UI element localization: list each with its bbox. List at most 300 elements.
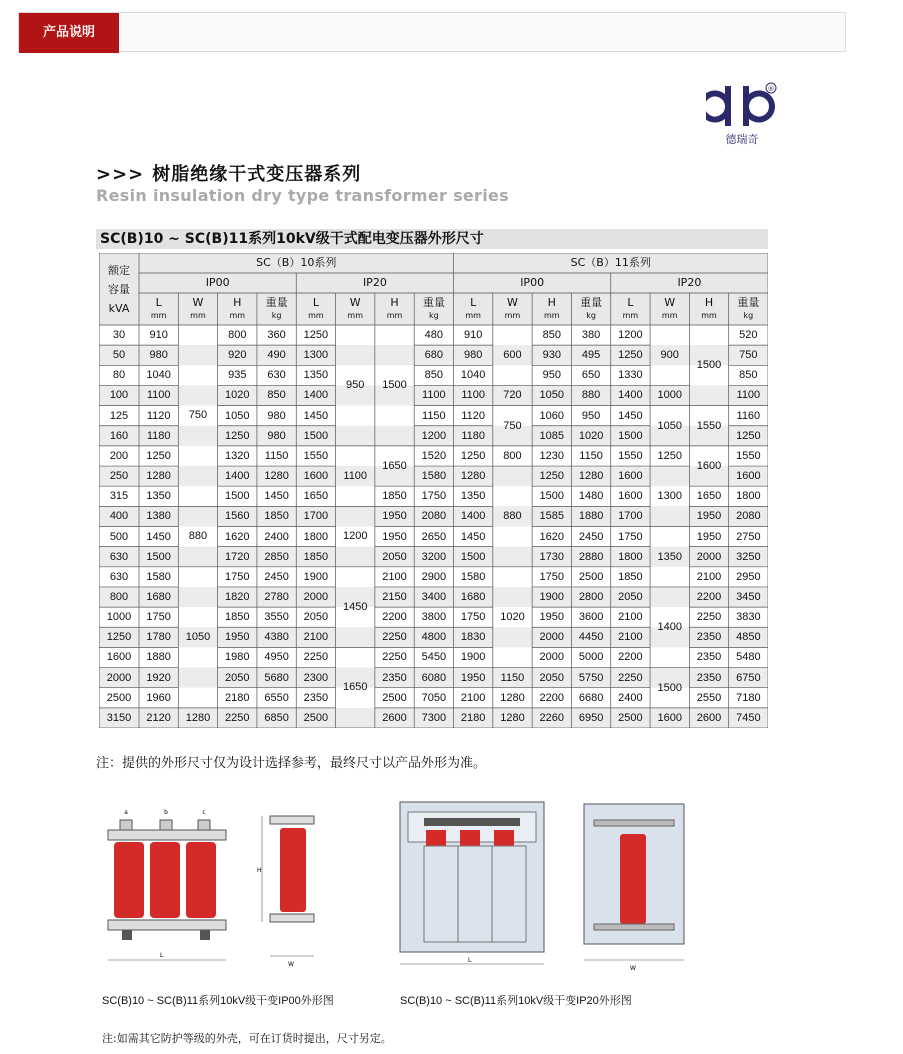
table-cell: 2000 bbox=[303, 590, 329, 603]
table-cell: 6850 bbox=[264, 711, 289, 724]
table-cell: 7450 bbox=[736, 711, 761, 724]
table-cell: 950 bbox=[581, 409, 601, 422]
table-note: 注：提供的外形尺寸仅为设计选择参考，最终尺寸以产品外形为准。 bbox=[96, 756, 487, 771]
table-cell: 1680 bbox=[146, 590, 171, 603]
table-cell: 1550 bbox=[696, 419, 722, 432]
footer-note: 注:如需其它防护等级的外壳，可在订货时提出，尺寸另定。 bbox=[102, 1032, 392, 1045]
table-cell: 2500 bbox=[303, 711, 329, 724]
table-cell: 1850 bbox=[264, 510, 289, 523]
table-cell: 2500 bbox=[382, 691, 407, 704]
table-cell: 1450 bbox=[146, 530, 171, 543]
logo-text: 德瑞奇 bbox=[725, 133, 759, 146]
table-cell: 1480 bbox=[578, 490, 604, 503]
table-cell: 380 bbox=[581, 329, 601, 341]
table-cell: 1960 bbox=[146, 691, 171, 704]
table-cell: 1500 bbox=[303, 429, 329, 442]
table-cell: 1620 bbox=[225, 530, 250, 543]
table-cell: 3600 bbox=[578, 611, 604, 624]
table-cell: 1850 bbox=[225, 611, 250, 624]
table-cell: 2450 bbox=[578, 530, 604, 543]
series-10-header: SC（B）10系列 bbox=[256, 256, 337, 269]
table-cell: 2200 bbox=[382, 611, 407, 624]
table-cell: 1150 bbox=[422, 409, 446, 422]
table-cell: 2550 bbox=[696, 691, 722, 704]
capacity-cell: 250 bbox=[109, 470, 129, 483]
table-cell: 1980 bbox=[225, 651, 250, 664]
table-cell: 1650 bbox=[382, 459, 407, 472]
table-cell: 2350 bbox=[696, 651, 722, 664]
table-cell: 800 bbox=[503, 449, 522, 462]
table-cell: 2000 bbox=[696, 550, 722, 563]
table-cell: 5450 bbox=[421, 651, 447, 664]
table-cell: 800 bbox=[228, 329, 247, 341]
capacity-cell: 2500 bbox=[106, 691, 132, 704]
table-cell: 1520 bbox=[421, 449, 447, 462]
table-cell: 1580 bbox=[421, 470, 447, 483]
table-cell: 2750 bbox=[736, 530, 761, 543]
table-cell: 1400 bbox=[618, 389, 643, 402]
page-title bbox=[96, 160, 361, 186]
table-cell: 1350 bbox=[146, 490, 171, 503]
column-header: 重量 kg bbox=[580, 296, 603, 320]
column-header: 重量 kg bbox=[265, 296, 288, 320]
capacity-header: 额定 容量 kVA bbox=[108, 264, 130, 315]
capacity-cell: 200 bbox=[109, 449, 129, 462]
table-cell: 1400 bbox=[657, 620, 682, 633]
table-cell: 2250 bbox=[696, 611, 722, 624]
table-cell: 1720 bbox=[225, 550, 250, 563]
table-cell: 1230 bbox=[539, 449, 565, 462]
table-cell: 1280 bbox=[500, 691, 525, 704]
table-cell: 1500 bbox=[539, 490, 565, 503]
table-cell: 1450 bbox=[264, 490, 289, 503]
table-cell: 2250 bbox=[618, 671, 643, 684]
series-11-header: SC（B）11系列 bbox=[570, 256, 651, 269]
capacity-cell: 500 bbox=[109, 530, 129, 543]
table-cell: 1750 bbox=[618, 530, 643, 543]
ip-header: IP20 bbox=[677, 276, 702, 289]
table-cell: 2200 bbox=[696, 590, 722, 603]
table-cell: 4450 bbox=[578, 631, 604, 644]
table-cell: 850 bbox=[267, 389, 286, 402]
capacity-cell: 630 bbox=[109, 550, 129, 563]
table-cell: 1550 bbox=[618, 449, 643, 462]
table-cell: 2080 bbox=[421, 510, 447, 523]
table-cell: 1250 bbox=[657, 449, 682, 462]
table-cell: 1830 bbox=[460, 631, 486, 644]
table-cell: 1500 bbox=[696, 359, 722, 371]
table-cell: 1060 bbox=[539, 409, 565, 422]
table-cell: 2450 bbox=[264, 570, 289, 583]
ip00-side-drawing bbox=[256, 806, 336, 976]
table-cell: 910 bbox=[463, 329, 483, 341]
table-cell: 720 bbox=[503, 389, 522, 402]
table-cell: 7050 bbox=[421, 691, 447, 704]
table-cell: 2180 bbox=[225, 691, 250, 704]
table-cell: 1850 bbox=[382, 490, 407, 503]
table-cell: 1780 bbox=[146, 631, 171, 644]
figure-caption-ip00: SC(B)10 ~ SC(B)11系列10kV级干变IP00外形图 bbox=[102, 995, 334, 1007]
table-cell: 1250 bbox=[539, 470, 565, 483]
logo-registered: ® bbox=[767, 85, 775, 93]
dim-h-label: H bbox=[257, 867, 262, 874]
table-cell: 2080 bbox=[736, 510, 761, 523]
table-cell: 2800 bbox=[578, 590, 604, 603]
table-cell: 1400 bbox=[225, 470, 250, 483]
table-cell: 1280 bbox=[264, 470, 289, 483]
ip00-front-drawing bbox=[100, 800, 240, 980]
table-cell: 1600 bbox=[696, 459, 722, 472]
table-cell: 6680 bbox=[578, 691, 604, 704]
dim-w-label: W bbox=[288, 961, 294, 968]
table-cell: 3830 bbox=[736, 611, 761, 624]
capacity-cell: 1250 bbox=[106, 631, 132, 644]
column-header: L mm bbox=[308, 296, 324, 320]
table-cell: 750 bbox=[188, 409, 208, 421]
capacity-cell: 50 bbox=[112, 349, 126, 362]
dim-b-label: b bbox=[164, 809, 168, 816]
table-cell: 1150 bbox=[579, 449, 603, 462]
table-cell: 1050 bbox=[185, 630, 211, 643]
table-cell: 1550 bbox=[736, 449, 761, 462]
table-cell: 1950 bbox=[539, 611, 565, 624]
table-cell: 1730 bbox=[539, 550, 565, 563]
ip-header: IP20 bbox=[362, 276, 387, 289]
table-cell: 1200 bbox=[342, 530, 368, 543]
column-header: 重量 kg bbox=[422, 296, 445, 320]
dim-a-label: a bbox=[124, 809, 128, 816]
table-cell: 1100 bbox=[146, 389, 171, 402]
table-cell: 1280 bbox=[500, 711, 525, 724]
table-cell: 1050 bbox=[539, 389, 565, 402]
table-cell: 980 bbox=[463, 349, 483, 362]
table-cell: 5000 bbox=[578, 651, 604, 664]
table-cell: 1120 bbox=[461, 409, 485, 422]
table-cell: 1600 bbox=[657, 711, 682, 724]
table-cell: 1620 bbox=[539, 530, 565, 543]
table-cell: 2050 bbox=[539, 671, 565, 684]
capacity-cell: 125 bbox=[109, 409, 129, 422]
table-cell: 2200 bbox=[539, 691, 565, 704]
table-cell: 3400 bbox=[421, 590, 447, 603]
table-cell: 750 bbox=[739, 349, 758, 362]
table-cell: 2100 bbox=[382, 570, 407, 583]
column-header: L mm bbox=[465, 296, 481, 320]
table-cell: 1600 bbox=[736, 470, 761, 483]
table-cell: 900 bbox=[660, 349, 679, 361]
table-cell: 1320 bbox=[225, 449, 250, 462]
table-cell: 2260 bbox=[539, 711, 565, 724]
dim-w2-label: W bbox=[630, 965, 636, 972]
table-cell: 650 bbox=[581, 369, 601, 382]
table-cell: 1100 bbox=[422, 389, 446, 402]
table-cell: 1020 bbox=[500, 610, 525, 623]
table-cell: 2050 bbox=[225, 671, 250, 684]
table-cell: 1280 bbox=[146, 470, 171, 483]
column-header: H mm bbox=[386, 296, 403, 320]
column-header: H mm bbox=[229, 296, 246, 320]
table-cell: 2400 bbox=[264, 530, 289, 543]
table-cell: 1020 bbox=[225, 389, 250, 402]
title-cn: 树脂绝缘干式变压器系列 bbox=[152, 164, 362, 185]
table-cell: 1100 bbox=[736, 389, 761, 402]
dim-l2-label: L bbox=[468, 957, 472, 964]
table-cell: 2100 bbox=[460, 691, 486, 704]
table-cell: 1150 bbox=[264, 449, 289, 462]
table-cell: 2600 bbox=[696, 711, 722, 724]
table-cell: 1750 bbox=[146, 611, 171, 624]
table-cell: 1020 bbox=[578, 429, 604, 442]
table-cell: 1900 bbox=[303, 570, 329, 583]
table-cell: 2050 bbox=[382, 550, 407, 563]
table-cell: 2950 bbox=[736, 570, 761, 583]
table-cell: 850 bbox=[739, 369, 758, 382]
column-header: W mm bbox=[190, 296, 206, 320]
table-cell: 2150 bbox=[382, 590, 407, 603]
table-cell: 1820 bbox=[225, 590, 250, 603]
table-cell: 2400 bbox=[618, 691, 643, 704]
table-cell: 4850 bbox=[736, 631, 761, 644]
table-cell: 1300 bbox=[303, 349, 329, 362]
table-cell: 1250 bbox=[225, 429, 250, 442]
capacity-cell: 400 bbox=[109, 510, 129, 523]
table-cell: 1680 bbox=[460, 590, 486, 603]
column-header: H mm bbox=[701, 296, 717, 320]
table-cell: 1880 bbox=[146, 651, 171, 664]
table-cell: 680 bbox=[424, 349, 444, 362]
table-cell: 1280 bbox=[185, 711, 211, 724]
table-cell: 2350 bbox=[382, 671, 407, 684]
table-cell: 3800 bbox=[421, 611, 447, 624]
table-cell: 1500 bbox=[657, 681, 682, 694]
table-cell: 1500 bbox=[382, 379, 407, 391]
capacity-cell: 30 bbox=[112, 329, 126, 341]
table-cell: 2350 bbox=[696, 671, 722, 684]
table-cell: 6080 bbox=[421, 671, 447, 684]
table-cell: 1330 bbox=[618, 369, 643, 382]
column-header: L mm bbox=[150, 296, 167, 320]
figure-caption-ip20: SC(B)10 ~ SC(B)11系列10kV级干变IP20外形图 bbox=[400, 995, 632, 1007]
table-cell: 1550 bbox=[303, 449, 329, 462]
ip-header: IP00 bbox=[205, 276, 230, 289]
table-cell: 1150 bbox=[500, 671, 525, 684]
table-cell: 1950 bbox=[382, 510, 407, 523]
table-cell: 920 bbox=[228, 349, 247, 362]
table-cell: 1280 bbox=[578, 470, 604, 483]
table-cell: 2100 bbox=[303, 631, 329, 644]
table-cell: 880 bbox=[581, 389, 601, 402]
table-cell: 4950 bbox=[264, 651, 289, 664]
table-cell: 1500 bbox=[460, 550, 486, 563]
table-cell: 2200 bbox=[618, 651, 643, 664]
table-cell: 1350 bbox=[460, 490, 486, 503]
table-cell: 1200 bbox=[421, 429, 447, 442]
table-cell: 5750 bbox=[578, 671, 604, 684]
table-cell: 480 bbox=[424, 329, 444, 341]
table-cell: 3550 bbox=[264, 611, 289, 624]
table-cell: 6550 bbox=[264, 691, 289, 704]
table-cell: 850 bbox=[424, 369, 444, 382]
table-cell: 2180 bbox=[460, 711, 486, 724]
table-cell: 1700 bbox=[303, 510, 329, 523]
table-cell: 1085 bbox=[539, 429, 565, 442]
table-cell: 1750 bbox=[225, 570, 250, 583]
table-cell: 6750 bbox=[736, 671, 761, 684]
column-header: H mm bbox=[543, 296, 560, 320]
table-cell: 2050 bbox=[303, 611, 329, 624]
table-cell: 1600 bbox=[618, 490, 643, 503]
table-cell: 980 bbox=[267, 429, 286, 442]
table-cell: 2900 bbox=[421, 570, 447, 583]
ip20-front-drawing bbox=[396, 796, 556, 976]
table-cell: 910 bbox=[149, 329, 168, 341]
table-cell: 1950 bbox=[225, 631, 250, 644]
table-cell: 2880 bbox=[578, 550, 604, 563]
table-cell: 1650 bbox=[303, 490, 329, 503]
capacity-cell: 630 bbox=[109, 570, 129, 583]
table-cell: 1250 bbox=[736, 429, 761, 442]
table-cell: 1900 bbox=[539, 590, 565, 603]
table-cell: 1500 bbox=[618, 429, 643, 442]
table-cell: 1250 bbox=[618, 349, 643, 362]
tab-product-description[interactable]: 产品说明 bbox=[19, 13, 119, 53]
dimension-table bbox=[99, 253, 768, 728]
table-cell: 1650 bbox=[342, 681, 368, 694]
table-cell: 4800 bbox=[421, 631, 447, 644]
table-cell: 2050 bbox=[618, 590, 643, 603]
table-cell: 1950 bbox=[460, 671, 486, 684]
table-cell: 1850 bbox=[303, 550, 329, 563]
table-cell: 980 bbox=[149, 349, 168, 362]
table-cell: 2000 bbox=[539, 631, 565, 644]
table-cell: 1380 bbox=[146, 510, 171, 523]
table-cell: 5680 bbox=[264, 671, 289, 684]
table-cell: 950 bbox=[542, 369, 561, 382]
table-cell: 7300 bbox=[421, 711, 447, 724]
table-cell: 1180 bbox=[146, 429, 171, 442]
table-cell: 1200 bbox=[618, 329, 643, 341]
table-cell: 1500 bbox=[225, 490, 250, 503]
table-cell: 1800 bbox=[303, 530, 329, 543]
table-cell: 1000 bbox=[657, 389, 682, 402]
column-header: 重量 kg bbox=[737, 296, 760, 320]
table-cell: 2350 bbox=[303, 691, 329, 704]
capacity-cell: 2000 bbox=[106, 671, 132, 684]
table-cell: 980 bbox=[267, 409, 286, 422]
table-cell: 1950 bbox=[696, 510, 722, 523]
table-cell: 2250 bbox=[382, 651, 407, 664]
table-cell: 4380 bbox=[264, 631, 289, 644]
table-cell: 1750 bbox=[421, 490, 447, 503]
table-cell: 1850 bbox=[618, 570, 643, 583]
table-cell: 1250 bbox=[303, 329, 329, 341]
table-cell: 1280 bbox=[460, 470, 486, 483]
table-cell: 1650 bbox=[696, 490, 722, 503]
table-cell: 1500 bbox=[146, 550, 171, 563]
column-header: W mm bbox=[347, 296, 364, 320]
table-cell: 1700 bbox=[618, 510, 643, 523]
table-cell: 2780 bbox=[264, 590, 289, 603]
table-cell: 2500 bbox=[618, 711, 643, 724]
table-cell: 2000 bbox=[539, 651, 565, 664]
table-cell: 1050 bbox=[225, 409, 250, 422]
table-cell: 1560 bbox=[225, 510, 250, 523]
table-cell: 3250 bbox=[736, 550, 761, 563]
table-cell: 1350 bbox=[303, 369, 329, 382]
capacity-cell: 160 bbox=[109, 429, 129, 442]
table-cell: 2500 bbox=[578, 570, 604, 583]
capacity-cell: 800 bbox=[109, 590, 129, 603]
capacity-cell: 1000 bbox=[106, 611, 132, 624]
ip20-side-drawing bbox=[580, 800, 690, 976]
table-cell: 3450 bbox=[736, 590, 761, 603]
table-cell: 1585 bbox=[539, 510, 565, 523]
table-cell: 1900 bbox=[460, 651, 486, 664]
table-cell: 520 bbox=[739, 329, 758, 341]
table-cell: 1160 bbox=[736, 409, 761, 422]
dim-l-label: L bbox=[160, 952, 164, 959]
table-cell: 2850 bbox=[264, 550, 289, 563]
table-cell: 1800 bbox=[736, 490, 761, 503]
table-cell: 1400 bbox=[460, 510, 486, 523]
table-cell: 1100 bbox=[461, 389, 485, 402]
table-cell: 850 bbox=[542, 329, 561, 341]
dim-c-label: c bbox=[202, 809, 206, 816]
page-subtitle: Resin insulation dry type transformer series bbox=[96, 186, 509, 205]
table-cell: 1040 bbox=[146, 369, 171, 382]
capacity-cell: 315 bbox=[109, 490, 129, 503]
table-cell: 1600 bbox=[618, 470, 643, 483]
table-cell: 2250 bbox=[382, 631, 407, 644]
table-cell: 1400 bbox=[303, 389, 329, 402]
tab-bar bbox=[18, 12, 846, 52]
table-cell: 1450 bbox=[342, 600, 368, 613]
table-cell: 1580 bbox=[460, 570, 486, 583]
table-cell: 2100 bbox=[618, 631, 643, 644]
table-cell: 1250 bbox=[460, 449, 486, 462]
table-cell: 1880 bbox=[578, 510, 604, 523]
capacity-cell: 80 bbox=[112, 369, 126, 382]
table-title: SC(B)10 ~ SC(B)11系列10kV级干式配电变压器外形尺寸 bbox=[96, 229, 768, 249]
table-cell: 1750 bbox=[460, 611, 486, 624]
table-cell: 1250 bbox=[146, 449, 171, 462]
column-header: W mm bbox=[504, 296, 521, 320]
ip-header: IP00 bbox=[520, 276, 545, 289]
table-cell: 880 bbox=[188, 530, 208, 543]
table-cell: 2300 bbox=[303, 671, 329, 684]
table-cell: 1920 bbox=[146, 671, 171, 684]
table-cell: 1950 bbox=[696, 530, 722, 543]
table-cell: 1450 bbox=[618, 409, 643, 422]
table-cell: 5480 bbox=[736, 651, 761, 664]
column-header: W mm bbox=[661, 296, 678, 320]
table-cell: 2250 bbox=[225, 711, 250, 724]
table-cell: 880 bbox=[503, 510, 522, 523]
table-cell: 1050 bbox=[657, 419, 682, 432]
table-cell: 495 bbox=[581, 349, 601, 362]
table-cell: 1120 bbox=[146, 409, 171, 422]
table-cell: 2100 bbox=[696, 570, 722, 583]
table-cell: 1800 bbox=[618, 550, 643, 563]
table-cell: 1450 bbox=[460, 530, 486, 543]
column-header: L mm bbox=[622, 296, 639, 320]
table-cell: 1180 bbox=[461, 429, 485, 442]
table-cell: 1450 bbox=[303, 409, 329, 422]
table-cell: 935 bbox=[228, 369, 247, 382]
table-cell: 1040 bbox=[460, 369, 486, 382]
table-cell: 1750 bbox=[539, 570, 565, 583]
table-cell: 1600 bbox=[303, 470, 329, 483]
